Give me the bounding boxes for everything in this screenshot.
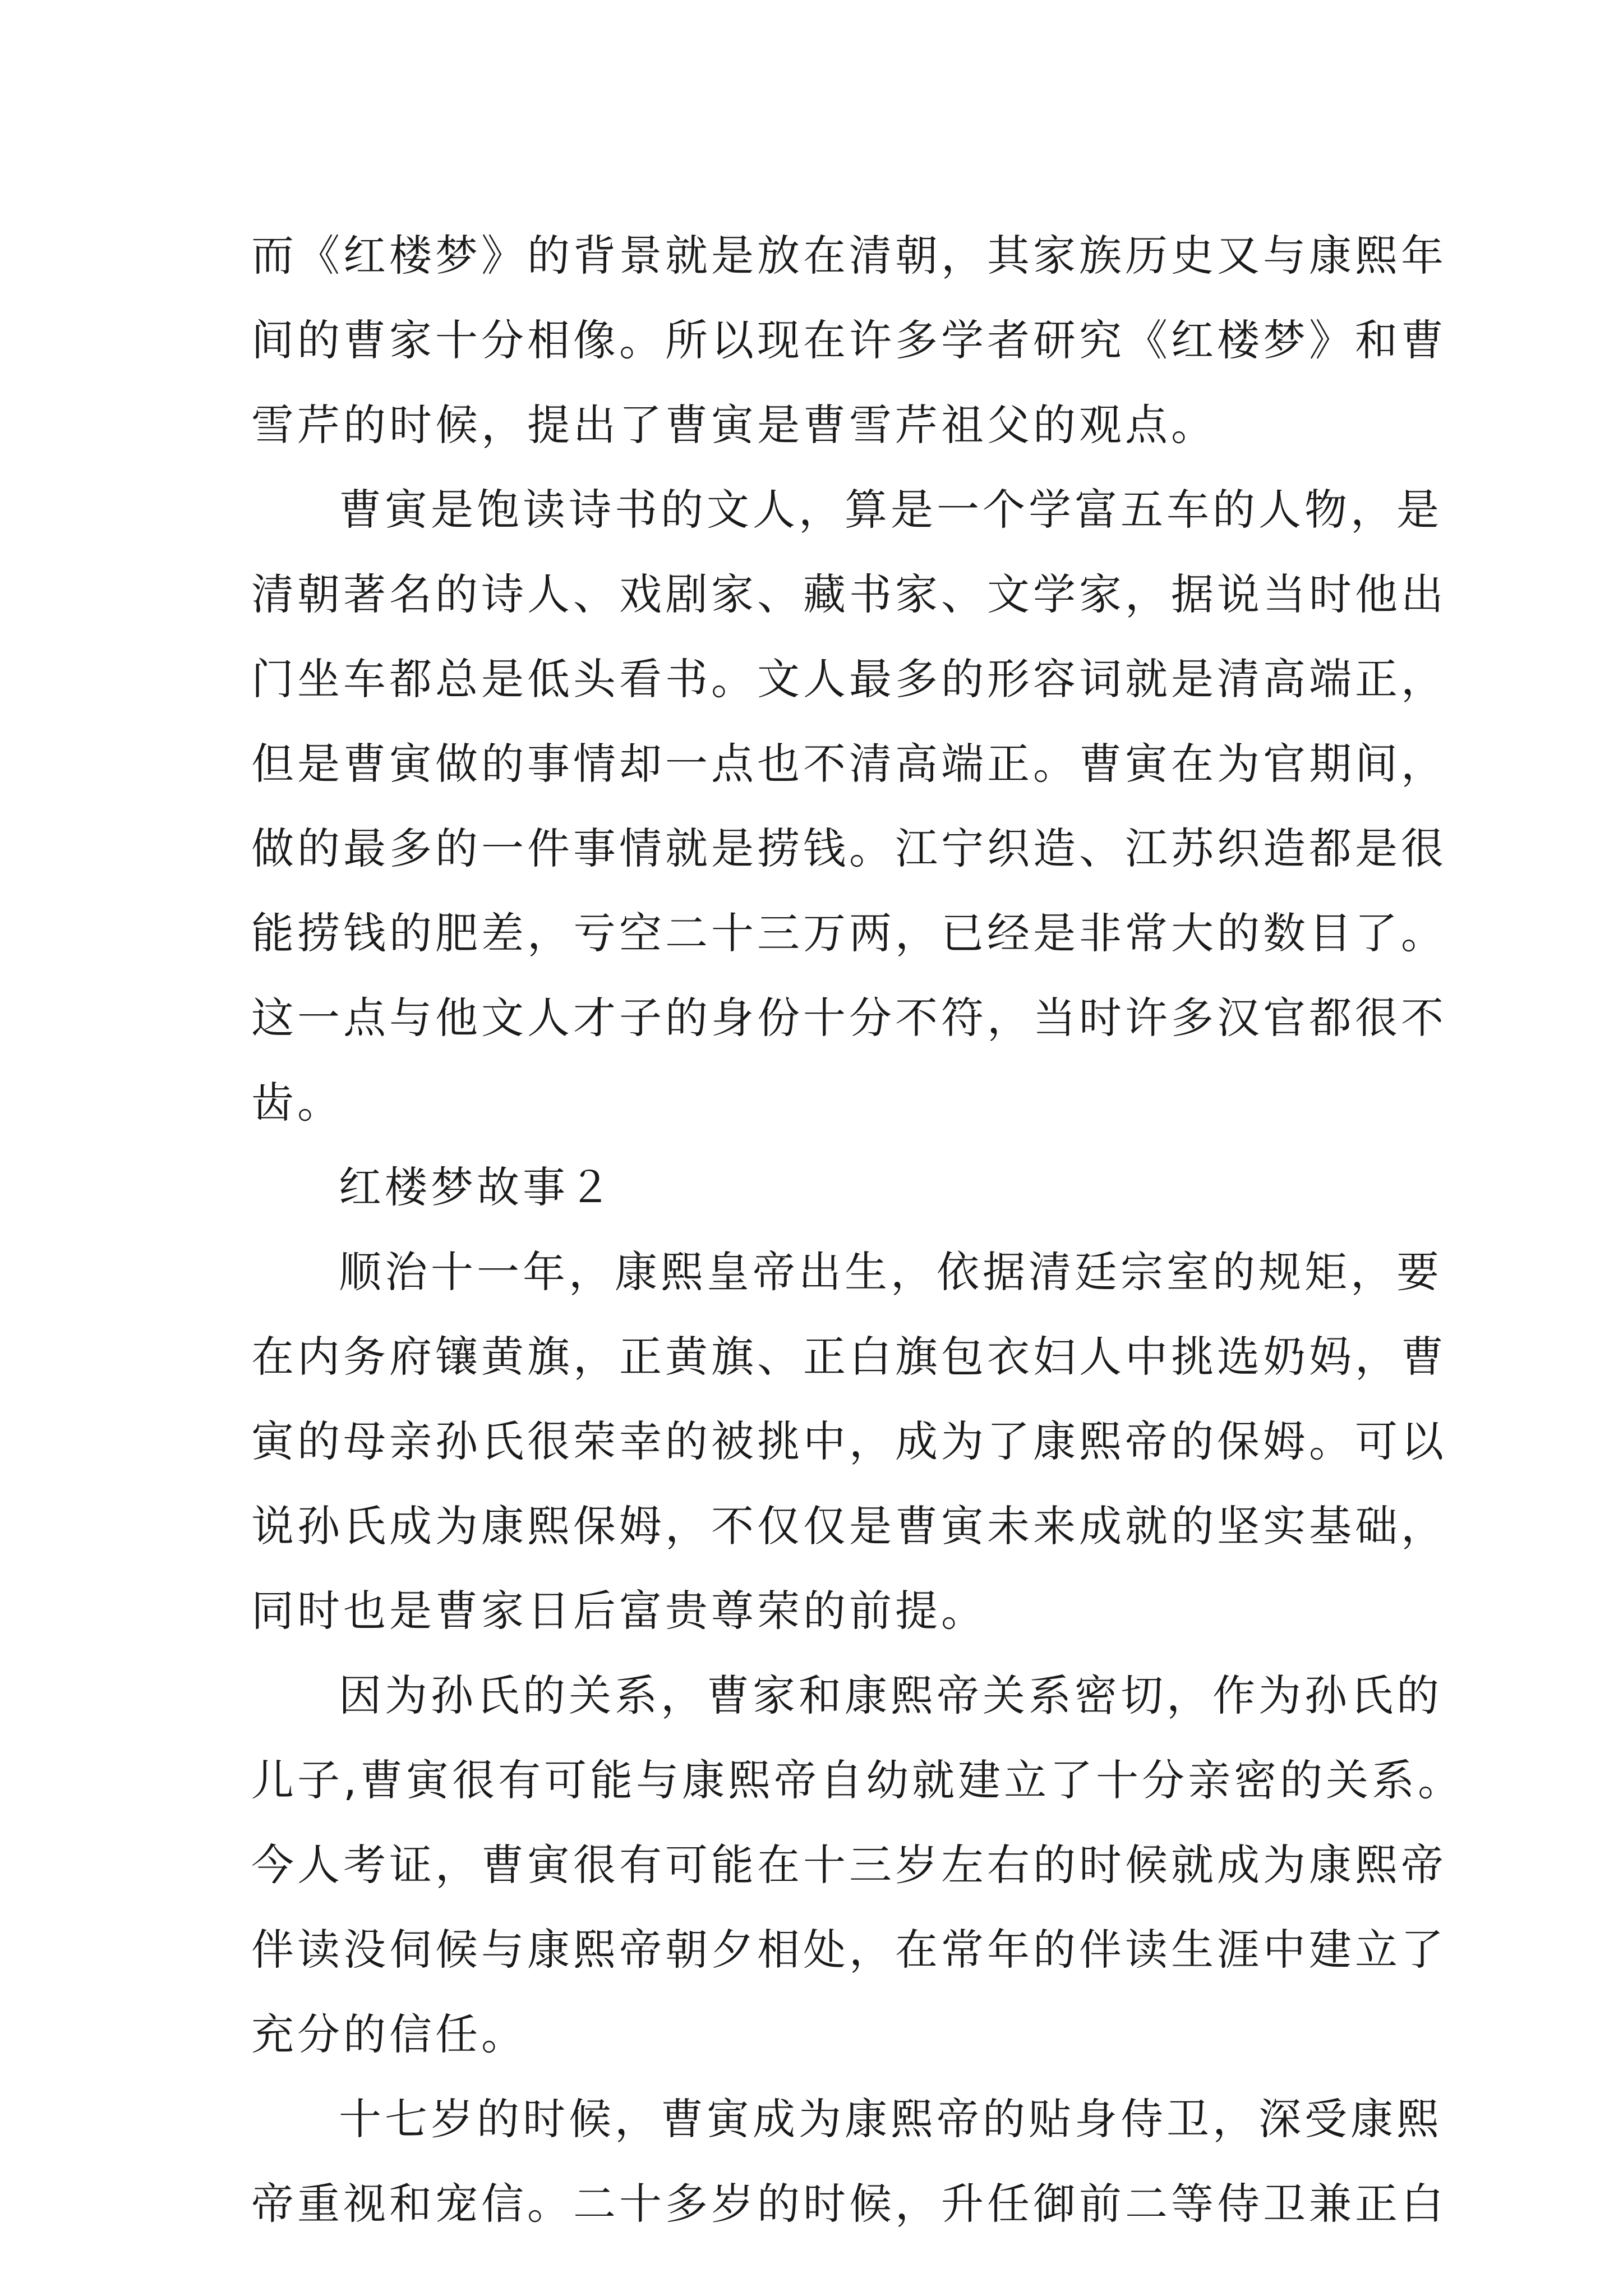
section-heading: 红楼梦故事２ (339, 1162, 615, 1212)
text-line: 帝重视和宠信。二十多岁的时候，升任御前二等侍卫兼正白 (251, 2179, 1447, 2229)
text-line: 说孙氏成为康熙保姆，不仅仅是曹寅未来成就的坚实基础， (251, 1501, 1447, 1551)
text-line: 在内务府镶黄旗，正黄旗、正白旗包衣妇人中挑选奶妈，曹 (251, 1332, 1447, 1382)
body-text (251, 213, 1464, 2246)
text-line: 做的最多的一件事情就是捞钱。江宁织造、江苏织造都是很 (251, 823, 1447, 873)
text-line: 寅的母亲孙氏很荣幸的被挑中，成为了康熙帝的保姆。可以 (251, 1416, 1447, 1466)
text-line: 充分的信任。 (251, 2009, 527, 2059)
text-line: 但是曹寅做的事情却一点也不清高端正。曹寅在为官期间， (251, 739, 1447, 789)
text-line: 能捞钱的肥差，亏空二十三万两，已经是非常大的数目了。 (251, 908, 1447, 958)
paragraph-first-line: 顺治十一年，康熙皇帝出生，依据清廷宗室的规矩，要 (339, 1247, 1442, 1297)
text-line: 这一点与他文人才子的身份十分不符，当时许多汉官都很不 (251, 993, 1447, 1043)
text-line: 齿。 (251, 1078, 343, 1128)
paragraph-first-line: 曹寅是饱读诗书的文人，算是一个学富五车的人物，是 (339, 485, 1442, 535)
paragraph-first-line: 因为孙氏的关系，曹家和康熙帝关系密切，作为孙氏的 (339, 1671, 1442, 1720)
text-line: 门坐车都总是低头看书。文人最多的形容词就是清高端正， (251, 654, 1447, 704)
text-line: 今人考证，曹寅很有可能在十三岁左右的时候就成为康熙帝 (251, 1840, 1447, 1890)
text-line: 而《红楼梦》的背景就是放在清朝，其家族历史又与康熙年 (251, 231, 1447, 280)
text-line: 间的曹家十分相像。所以现在许多学者研究《红楼梦》和曹 (251, 315, 1447, 365)
text-line: 伴读没伺候与康熙帝朝夕相处，在常年的伴读生涯中建立了 (251, 1925, 1447, 1975)
text-line: 儿子,曹寅很有可能与康熙帝自幼就建立了十分亲密的关系。 (251, 1755, 1464, 1805)
paragraph-first-line: 十七岁的时候，曹寅成为康熙帝的贴身侍卫，深受康熙 (339, 2094, 1442, 2144)
text-line: 清朝著名的诗人、戏剧家、藏书家、文学家，据说当时他出 (251, 569, 1447, 619)
text-line: 同时也是曹家日后富贵尊荣的前提。 (251, 1586, 987, 1636)
text-line: 雪芹的时候，提出了曹寅是曹雪芹祖父的观点。 (251, 400, 1217, 450)
